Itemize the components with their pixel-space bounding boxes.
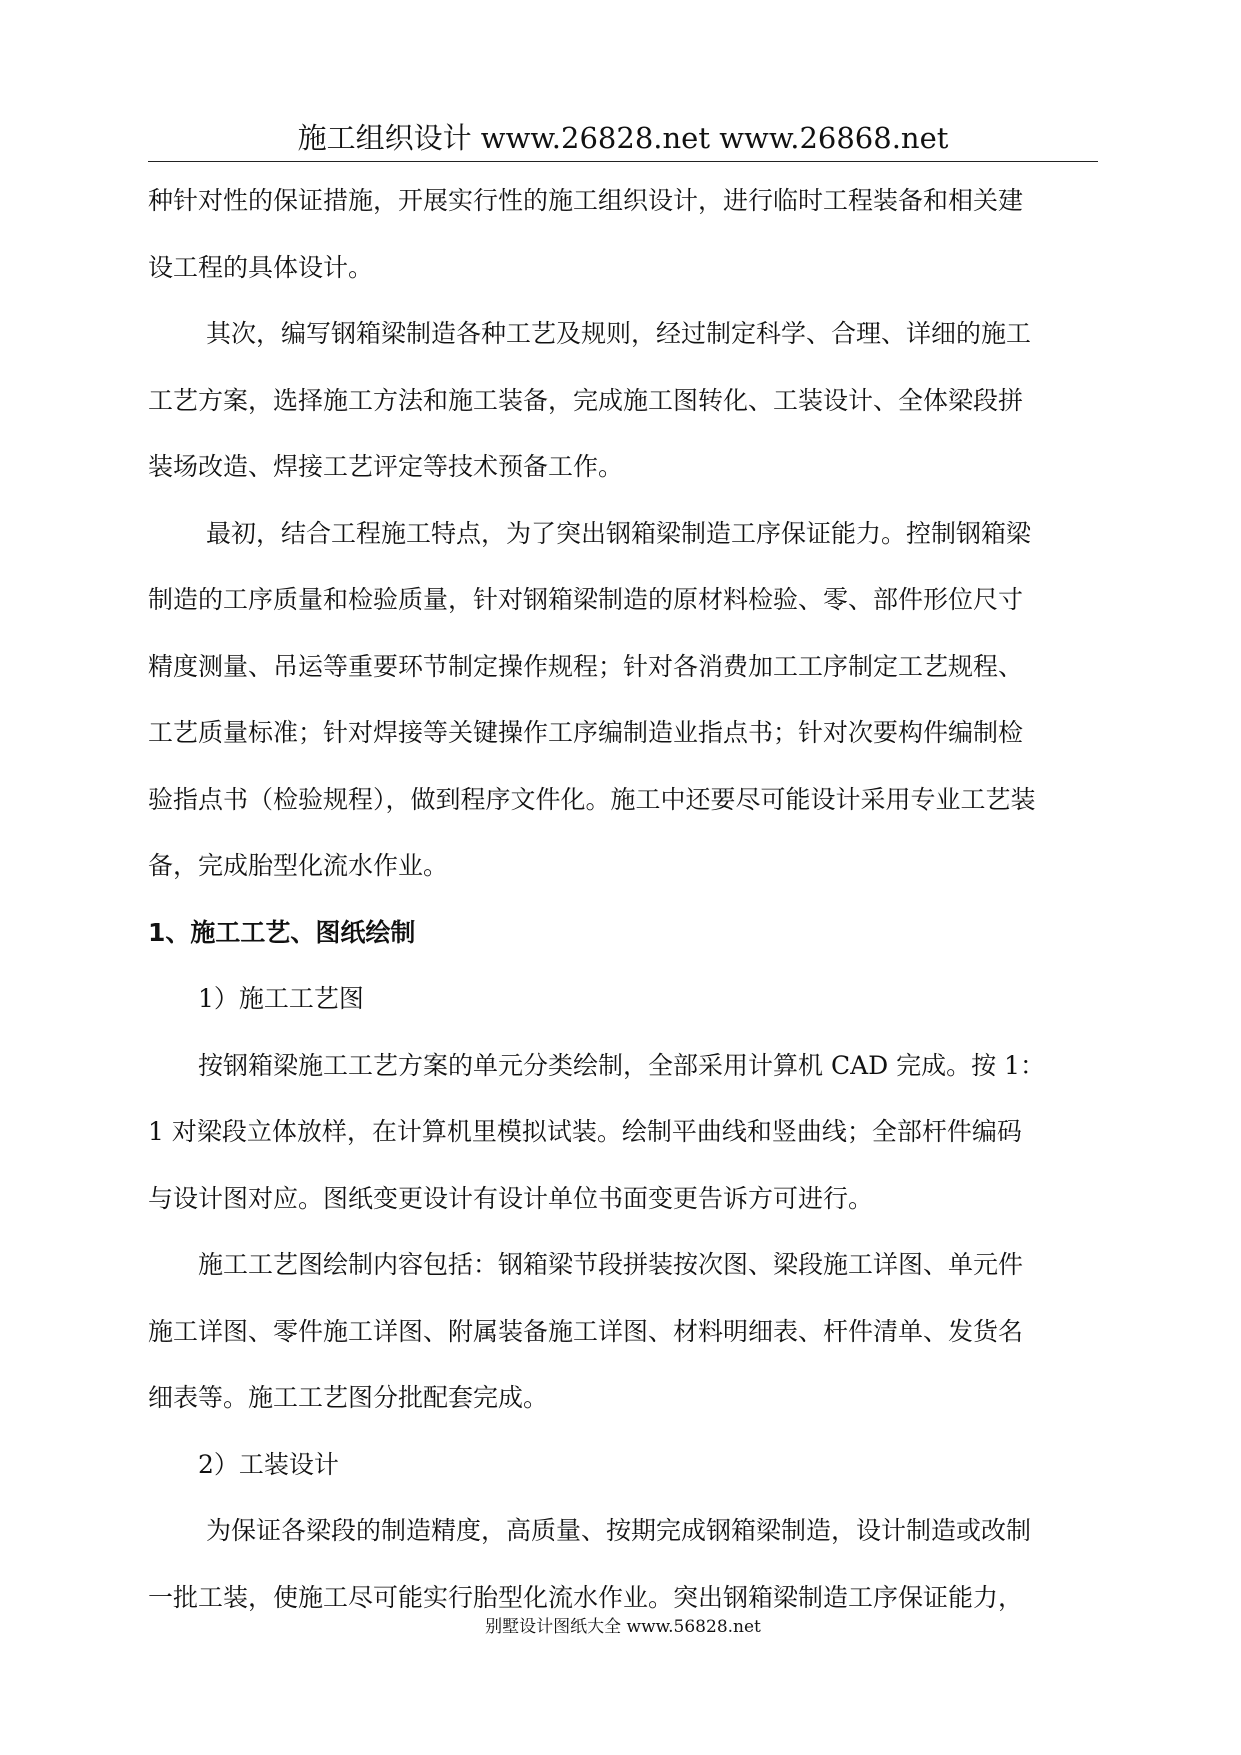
text-line: 其次，编写钢箱梁制造各种工艺及规则，经过制定科学、合理、详细的施工 xyxy=(206,319,1032,348)
text-line: 2）工装设计 xyxy=(198,1449,339,1479)
text-line: 工艺质量标准；针对焊接等关键操作工序编制造业指点书；针对次要构件编制检 xyxy=(148,718,1024,747)
document-body xyxy=(148,168,1098,1631)
header-divider xyxy=(148,161,1098,162)
text-line: 设工程的具体设计。 xyxy=(148,252,374,282)
text-line: 工艺方案，选择施工方法和施工装备，完成施工图转化、工装设计、全体梁段拼 xyxy=(148,385,1024,415)
text-line: 装场改造、焊接工艺评定等技术预备工作。 xyxy=(148,452,624,481)
text-line: 施工工艺图绘制内容包括：钢箱梁节段拼装按次图、梁段施工详图、单元件 xyxy=(198,1250,1024,1279)
text-line: 施工详图、零件施工详图、附属装备施工详图、材料明细表、杆件清单、发货名 xyxy=(148,1316,1024,1346)
text-line: 与设计图对应。图纸变更设计有设计单位书面变更告诉方可进行。 xyxy=(148,1183,874,1213)
text-line: 1）施工工艺图 xyxy=(198,984,364,1013)
text-line: 细表等。施工工艺图分批配套完成。 xyxy=(148,1383,549,1412)
text-line: 1 对梁段立体放样，在计算机里模拟试装。绘制平曲线和竖曲线；全部杆件编码 xyxy=(148,1117,1022,1146)
text-line: 一批工装，使施工尽可能实行胎型化流水作业。突出钢箱梁制造工序保证能力， xyxy=(148,1582,1024,1612)
section-heading: 1、施工工艺、图纸绘制 xyxy=(148,917,416,947)
text-line: 最初，结合工程施工特点，为了突出钢箱梁制造工序保证能力。控制钢箱梁 xyxy=(206,518,1032,548)
text-line: 为保证各梁段的制造精度，高质量、按期完成钢箱梁制造，设计制造或改制 xyxy=(206,1516,1032,1545)
text-line: 按钢箱梁施工工艺方案的单元分类绘制，全部采用计算机 CAD 完成。按 1： xyxy=(198,1050,1045,1080)
text-line: 种针对性的保证措施，开展实行性的施工组织设计，进行临时工程装备和相关建 xyxy=(148,186,1024,215)
page-footer: 别墅设计图纸大全 www.56828.net xyxy=(485,1617,761,1637)
text-line: 验指点书（检验规程），做到程序文件化。施工中还要尽可能设计采用专业工艺装 xyxy=(148,784,1036,814)
text-line: 备，完成胎型化流水作业。 xyxy=(148,851,449,880)
text-line: 制造的工序质量和检验质量，针对钢箱梁制造的原材料检验、零、部件形位尺寸 xyxy=(148,585,1024,614)
page-header-title: 施工组织设计 www.26828.net www.26868.net xyxy=(297,121,949,155)
text-line: 精度测量、吊运等重要环节制定操作规程；针对各消费加工工序制定工艺规程、 xyxy=(148,651,1024,681)
